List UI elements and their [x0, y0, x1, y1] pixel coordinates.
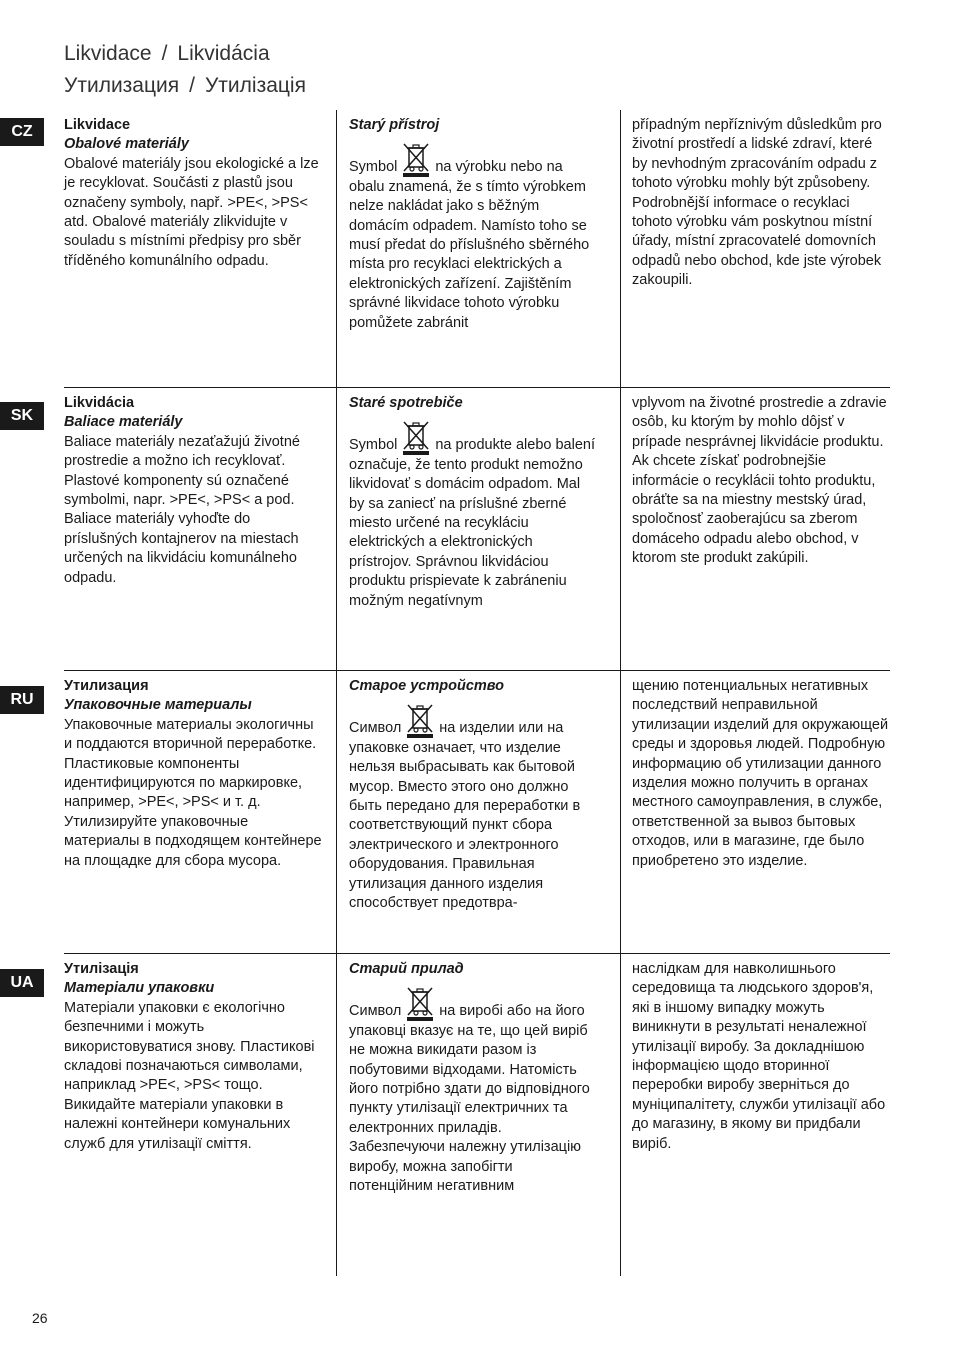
page-header	[64, 38, 306, 102]
old-device-column	[336, 671, 598, 954]
crossed-bin-icon	[401, 141, 431, 177]
old-device-title: Старое устройство	[349, 678, 505, 694]
page-number: 26	[32, 1310, 48, 1326]
section-title: Likvidace	[64, 117, 131, 133]
symbol-word: Символ	[349, 1003, 402, 1020]
header-separator: /	[161, 42, 168, 65]
header-title-cz: Likvidace	[64, 42, 152, 65]
old-device-body: na produkte alebo balení označuje, že tento produkt nemožno likvidovať s domácim odpadom. Mal by sa zanieсť na príslušné zberné miesto určené na recykláciu elektrických a elektronických prístrojov. Správnou likvidáciou produktu prispievate k zabráneniu možným negatívnym	[349, 437, 595, 609]
crossed-bin-icon	[401, 419, 431, 455]
header-title-sk: Likvidácia	[177, 42, 270, 65]
section-subtitle: Baliace materiály	[64, 414, 183, 431]
old-device-body: на изделии или на упаковке означает, что изделие нельзя выбрасывать как бытовой мусор. Вместо этого оно должно быть передано для переработки в соответствующий пункт сбора электрического и электронного оборудования. Правильная утилизация данного изделия способствует предотвра-	[349, 720, 581, 912]
disposal-info-column	[620, 110, 890, 393]
crossed-bin-icon	[405, 985, 435, 1021]
old-device-body: na výrobku nebo na obalu znamená, že s tímto výrobkem nelze nakládat jako s běžným domácím odpadem. Namísto toho se musí předat do příslušného sběrného místa pro recyklaci elektrických a elektronických zařízení. Zajištěním správné likvidace tohoto výrobku pomůžete zabránit	[349, 159, 590, 331]
packaging-column	[64, 110, 322, 271]
old-device-column	[336, 388, 598, 671]
old-device-text	[349, 702, 598, 913]
section-title: Утилізація	[64, 961, 139, 977]
packaging-column	[64, 388, 322, 588]
old-device-text	[349, 419, 598, 611]
section-sk	[64, 387, 890, 671]
old-device-title: Starý přístroj	[349, 117, 440, 133]
packaging-column	[64, 954, 322, 1154]
old-device-title: Staré spotrebiče	[349, 395, 463, 411]
disposal-info-text: vplyvom na životné prostredie a zdravie osôb, ku ktorým by mohlo dôjsť v prípade nesprávnej likvidácie produktu. Ak chcete získať podrobnejšie informácie o recyklácii tohto produktu, obráťte sa na miestny mestský úrad, spoločnosť zaoberajúcu sa zberom domáceho odpadu alebo obchod, v ktorom ste produkt zakúpili.	[632, 395, 887, 567]
symbol-word: Symbol	[349, 437, 398, 454]
section-title: Likvidácia	[64, 395, 135, 411]
language-badge-ru: RU	[0, 686, 44, 714]
old-device-text	[349, 141, 598, 333]
section-ru	[64, 670, 890, 954]
header-line-1	[64, 38, 306, 70]
language-badge-ua: UA	[0, 969, 44, 997]
header-title-ua: Утилізація	[204, 74, 306, 97]
header-title-ru: Утилизация	[64, 74, 180, 97]
old-device-text	[349, 985, 598, 1196]
symbol-word: Symbol	[349, 159, 398, 176]
crossed-bin-icon	[405, 702, 435, 738]
disposal-info-text: наслідкам для навколишнього середовища та людського здоров'я, які в іншому випадку можуть виникнути в результаті неналежної утилізації виробу. За докладнішою інформацією щодо вторинної переробки виробу зверніться до муніципалітету, служби утилізації або до магазину, в якому ви придбали виріб.	[632, 961, 886, 1152]
disposal-info-column	[620, 671, 890, 954]
old-device-title: Старий прилад	[349, 961, 464, 977]
disposal-info-text: щению потенциальных негативных последствий неправильной утилизации изделий для окружающей среды и здоровья людей. Подробную информацию об утилизации данного изделия можно получить в органах местного самоуправления, в службе, ответственной за вывоз бытовых отходов, или в магазине, где было приобретено это изделие.	[632, 678, 889, 869]
old-device-body: на виробі або на його упаковці вказує на те, що цей виріб не можна викидати разом із побутовими відходами. Натомість його потрібно здати до відповідного пункту утилізації електричних та електронних приладів. Забезпечуючи належну утилізацію виробу, можна запобігти потенційним негативним	[349, 1003, 590, 1195]
disposal-info-column	[620, 954, 890, 1276]
header-line-2	[64, 70, 306, 102]
packaging-column	[64, 671, 322, 871]
symbol-word: Символ	[349, 720, 402, 737]
section-title: Утилизация	[64, 678, 149, 694]
language-badge-cz: CZ	[0, 118, 44, 146]
old-device-column	[336, 954, 598, 1276]
packaging-text: Baliace materiály nezaťažujú životné prostredie a možno ich recyklovať. Plastové komponenty sú označené symbolmi, napr. >PE<, >PS< a pod. Baliace materiály vyhoďte do príslušných kontajnerov na miestach určených na likvidáciu komunálneho odpadu.	[64, 433, 300, 586]
section-subtitle: Obalové materiály	[64, 136, 189, 153]
disposal-info-text: případným nepříznivým důsledkům pro životní prostředí a lidské zdraví, které by nevhodným zpracováním odpadu z tohoto výrobku mohly být způsobeny. Podrobnější informace o recyklaci tohoto výrobku vám poskytnou místní úřady, místní zpracovatelé domovních odpadů nebo obchod, kde jste výrobek zakoupili.	[632, 117, 882, 289]
header-separator: /	[189, 74, 195, 97]
language-badge-sk: SK	[0, 402, 44, 430]
packaging-text: Упаковочные материалы экологичны и поддаются вторичной переработке. Пластиковые компоненты идентифицируются по маркировке, например, >PE<, >PS< и т. д. Утилизируйте упаковочные материалы в подходящем контейнере на площадке для сбора мусора.	[64, 716, 322, 869]
packaging-text: Матеріали упаковки є екологічно безпечними і можуть використовуватися знову. Пластикові складові позначаються символами, наприклад >PE<, >PS< тощо. Викидайте матеріали упаковки в належні контейнери комунальних служб для утилізації сміття.	[64, 999, 315, 1152]
section-ua	[64, 953, 890, 1276]
section-cz	[64, 110, 890, 393]
packaging-text: Obalové materiály jsou ekologické a lze je recyklovat. Součásti z plastů jsou označeny symboly, např. >PE<, >PS< atd. Obalové materiály zlikvidujte v souladu s místními předpisy pro sběr tříděného komunálního odpadu.	[64, 155, 319, 269]
disposal-info-column	[620, 388, 890, 671]
old-device-column	[336, 110, 598, 393]
section-subtitle: Упаковочные материалы	[64, 697, 252, 714]
section-subtitle: Матеріали упаковки	[64, 980, 215, 997]
